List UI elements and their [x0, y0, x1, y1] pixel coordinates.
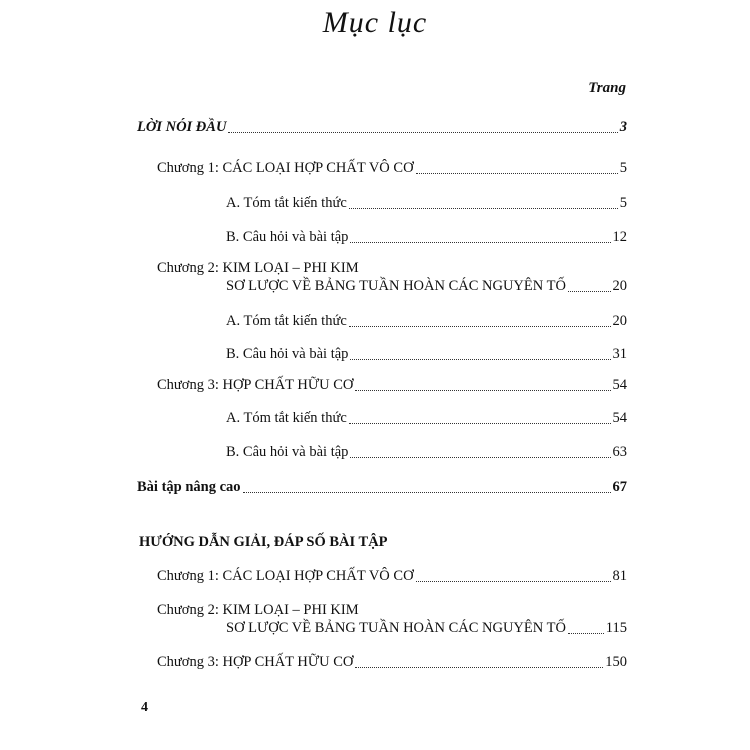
toc-leader-dots	[350, 456, 610, 458]
toc-entry-chapter-3[interactable]	[157, 377, 627, 394]
toc-entry-label: Chương 3: HỢP CHẤT HỮU CƠ	[157, 377, 354, 393]
toc-entry-page: 5	[619, 195, 627, 211]
toc-entry-page: 54	[612, 410, 627, 426]
toc-entry-label: B. Câu hỏi và bài tập	[226, 229, 349, 245]
toc-entry-solutions-ch1[interactable]	[157, 568, 627, 585]
toc-entry-label: Chương 1: CÁC LOẠI HỢP CHẤT VÔ CƠ	[157, 160, 414, 176]
toc-entry-label: Chương 1: CÁC LOẠI HỢP CHẤT VÔ CƠ	[157, 568, 414, 584]
toc-entry-page: 20	[612, 278, 627, 294]
toc-entry-ch3-b[interactable]	[226, 444, 627, 461]
toc-entry-ch3-a[interactable]	[226, 410, 627, 427]
toc-entry-label: SƠ LƯỢC VỀ BẢNG TUẦN HOÀN CÁC NGUYÊN TỐ	[226, 620, 566, 636]
toc-entry-chapter-1[interactable]	[157, 160, 627, 177]
toc-entry-solutions-ch3[interactable]	[157, 654, 627, 671]
toc-leader-dots	[243, 491, 611, 493]
toc-entry-solutions-ch2-line1[interactable]: Chương 2: KIM LOẠI – PHI KIM	[157, 602, 359, 618]
toc-entry-label: LỜI NÓI ĐẦU	[137, 119, 227, 135]
toc-entry-ch2-b[interactable]	[226, 346, 627, 363]
toc-leader-dots	[349, 422, 611, 424]
toc-leader-dots	[568, 632, 604, 634]
toc-entry-preface[interactable]	[137, 119, 627, 136]
toc-leader-dots	[350, 241, 610, 243]
toc-leader-dots	[349, 207, 618, 209]
toc-entry-page: 54	[612, 377, 627, 393]
page-title: Mục lục	[322, 6, 428, 39]
toc-entry-label: A. Tóm tắt kiến thức	[226, 313, 347, 329]
section-heading: HƯỚNG DẪN GIẢI, ĐÁP SỐ BÀI TẬP	[139, 534, 388, 550]
toc-leader-dots	[350, 358, 610, 360]
toc-entry-label: Bài tập nâng cao	[137, 479, 241, 495]
toc-entry-page: 20	[612, 313, 627, 329]
toc-leader-dots	[355, 389, 610, 391]
toc-entry-page: 115	[605, 620, 627, 636]
toc-leader-dots	[355, 666, 603, 668]
toc-entry-page: 63	[612, 444, 627, 460]
toc-entry-solutions-ch2[interactable]	[226, 620, 627, 637]
toc-entry-page: 67	[612, 479, 627, 495]
toc-leader-dots	[416, 580, 611, 582]
page-number: 4	[141, 700, 148, 715]
toc-leader-dots	[416, 172, 618, 174]
toc-entry-page: 12	[612, 229, 627, 245]
toc-entry-label: Chương 3: HỢP CHẤT HỮU CƠ	[157, 654, 354, 670]
toc-entry-ch1-b[interactable]	[226, 229, 627, 246]
toc-entry-page: 3	[619, 119, 627, 135]
toc-leader-dots	[568, 290, 611, 292]
toc-entry-page: 81	[612, 568, 627, 584]
toc-entry-ch2-a[interactable]	[226, 313, 627, 330]
page-column-header: Trang	[588, 80, 626, 96]
toc-entry-page: 5	[619, 160, 627, 176]
toc-entry-label: B. Câu hỏi và bài tập	[226, 346, 349, 362]
toc-leader-dots	[228, 131, 617, 133]
toc-leader-dots	[349, 325, 611, 327]
toc-entry-ch1-a[interactable]	[226, 195, 627, 212]
toc-entry-advanced-exercises[interactable]	[137, 479, 627, 496]
toc-entry-label: B. Câu hỏi và bài tập	[226, 444, 349, 460]
toc-entry-page: 150	[605, 654, 627, 670]
toc-entry-chapter-2[interactable]	[226, 278, 627, 295]
toc-entry-label: A. Tóm tắt kiến thức	[226, 410, 347, 426]
toc-entry-chapter-2-line1[interactable]: Chương 2: KIM LOẠI – PHI KIM	[157, 260, 359, 276]
toc-entry-label: SƠ LƯỢC VỀ BẢNG TUẦN HOÀN CÁC NGUYÊN TỐ	[226, 278, 566, 294]
toc-entry-label: A. Tóm tắt kiến thức	[226, 195, 347, 211]
toc-entry-page: 31	[612, 346, 627, 362]
